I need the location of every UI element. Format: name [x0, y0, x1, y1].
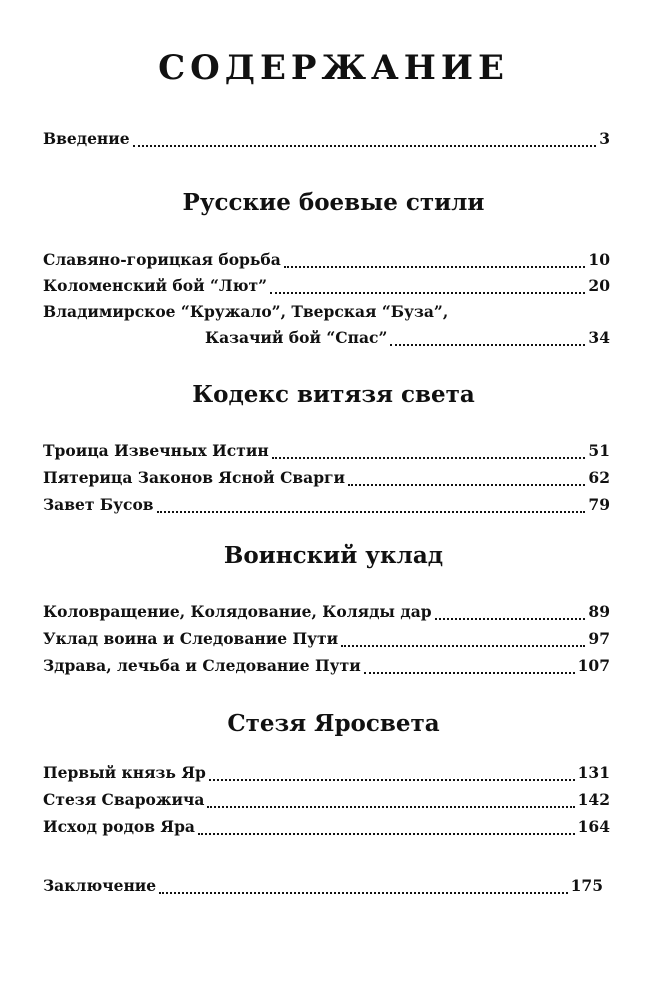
dot-leader	[198, 827, 575, 835]
toc-entry[interactable]	[43, 763, 610, 787]
toc-page-number: 142	[577, 790, 610, 809]
toc-entry[interactable]	[43, 629, 610, 653]
toc-entry-label: Троица Извечных Истин	[43, 441, 269, 460]
toc-page-number: 175	[570, 876, 603, 895]
toc-page-number: 20	[588, 276, 610, 295]
toc-entry-conclusion[interactable]	[43, 876, 603, 900]
toc-page-number: 79	[588, 495, 610, 514]
section-heading: Стезя Яросвета	[227, 710, 440, 737]
dot-leader	[209, 773, 575, 781]
toc-page-number: 62	[588, 468, 610, 487]
page-title: СОДЕРЖАНИЕ	[158, 48, 509, 88]
toc-entry[interactable]	[43, 468, 610, 492]
dot-leader	[341, 639, 585, 647]
toc-page-number: 97	[588, 629, 610, 648]
toc-page-number: 3	[599, 129, 610, 148]
toc-entry-label: Введение	[43, 129, 130, 148]
toc-page-number: 34	[588, 328, 610, 347]
toc-entry-label: Стезя Сварожича	[43, 790, 205, 809]
toc-entry-label: Исход родов Яра	[43, 817, 195, 836]
section-heading: Кодекс витязя света	[192, 381, 475, 408]
dot-leader	[390, 338, 585, 346]
toc-entry[interactable]	[43, 790, 610, 814]
dot-leader	[284, 260, 586, 268]
toc-entry-label: Завет Бусов	[43, 495, 154, 514]
toc-page-number: 164	[577, 817, 610, 836]
toc-page-number: 89	[588, 602, 610, 621]
toc-entry[interactable]	[43, 817, 610, 841]
toc-entry-label: Коловращение, Колядование, Коляды дар	[43, 602, 432, 621]
toc-entry-label: Уклад воина и Следование Пути	[43, 629, 339, 648]
toc-entry-intro[interactable]	[43, 129, 610, 153]
dot-leader	[272, 451, 586, 459]
toc-page-number: 131	[577, 763, 610, 782]
toc-entry[interactable]	[43, 441, 610, 465]
toc-entry[interactable]	[43, 250, 610, 274]
toc-entry[interactable]	[43, 495, 610, 519]
dot-leader	[270, 286, 585, 294]
dot-leader	[159, 886, 567, 894]
toc-entry-label: Заключение	[43, 876, 157, 895]
toc-entry[interactable]	[43, 276, 610, 300]
dot-leader	[207, 800, 574, 808]
toc-page-number: 10	[588, 250, 610, 269]
toc-entry-label: Здрава, лечьба и Следование Пути	[43, 656, 361, 675]
dot-leader	[435, 612, 586, 620]
toc-entry[interactable]	[205, 328, 610, 352]
toc-entry-label-line1: Владимирское “Кружало”, Тверская “Буза”,	[43, 302, 449, 321]
dot-leader	[133, 139, 597, 147]
toc-entry-label: Казачий бой “Спас”	[205, 328, 388, 347]
dot-leader	[348, 478, 585, 486]
toc-entry[interactable]	[43, 656, 610, 680]
toc-entry-label: Коломенский бой “Лют”	[43, 276, 268, 295]
toc-page-number: 107	[577, 656, 610, 675]
toc-entry-label: Пятерица Законов Ясной Сварги	[43, 468, 346, 487]
dot-leader	[364, 666, 575, 674]
toc-entry-label: Первый князь Яр	[43, 763, 206, 782]
dot-leader	[157, 505, 586, 513]
section-heading: Русские боевые стили	[182, 189, 485, 216]
toc-page-number: 51	[588, 441, 610, 460]
toc-entry[interactable]	[43, 602, 610, 626]
section-heading: Воинский уклад	[223, 542, 444, 569]
toc-entry-label: Славяно-горицкая борьба	[43, 250, 281, 269]
